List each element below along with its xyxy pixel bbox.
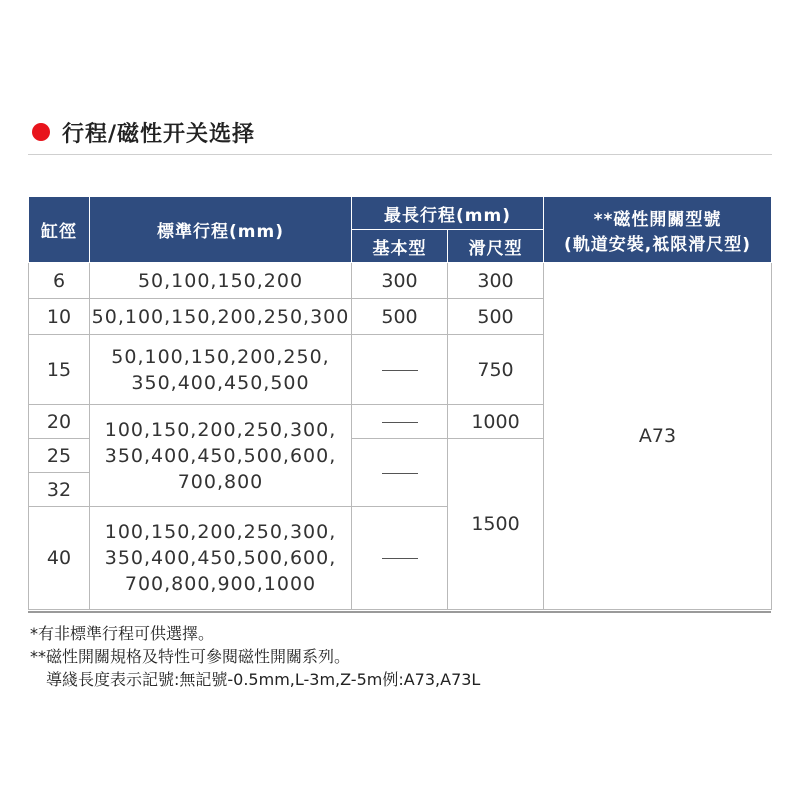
- stroke-switch-table: [28, 196, 772, 610]
- footnote: 導綫長度表示記號:無記號-0.5mm,L-3m,Z-5m例:A73,A73L: [46, 670, 481, 689]
- bore-cell: 10: [29, 299, 90, 335]
- dash-mark: [382, 558, 418, 559]
- section-title: 行程/磁性开关选择: [62, 121, 256, 147]
- basic-max-cell: [352, 405, 448, 439]
- basic-max-cell: [352, 507, 448, 610]
- header-row-1: [29, 197, 772, 230]
- bore-cell: 15: [29, 335, 90, 405]
- header-basic-type: 基本型: [352, 230, 448, 263]
- dash-mark: [382, 370, 418, 371]
- stroke-line: 50,100,150,200,250,: [111, 345, 330, 368]
- standard-stroke-cell: [90, 405, 352, 507]
- table-row: [29, 263, 772, 299]
- slide-max-cell: 300: [448, 263, 544, 299]
- stroke-line: 100,150,200,250,300,: [104, 521, 337, 543]
- stroke-line: 350,400,450,500,600,: [104, 444, 337, 467]
- header-switch-line2: (軌道安裝,袛限滑尺型): [564, 234, 751, 255]
- slide-max-cell: 1000: [448, 405, 544, 439]
- slide-max-cell: 500: [448, 299, 544, 335]
- footnote: **磁性開關規格及特性可參閱磁性開關系列。: [30, 647, 351, 666]
- slide-max-cell: 750: [448, 335, 544, 405]
- stroke-line: 100,150,200,250,300,: [104, 418, 337, 441]
- table-bottom-rule: [28, 611, 771, 613]
- dash-mark: [382, 473, 418, 474]
- header-switch-line1: **磁性開關型號: [593, 209, 722, 230]
- stroke-line: 50,100,150,200: [137, 269, 304, 292]
- footnote: *有非標準行程可供選擇。: [30, 624, 215, 643]
- basic-max-cell: 300: [352, 263, 448, 299]
- slide-max-cell: 1500: [448, 439, 544, 610]
- bore-cell: 20: [29, 405, 90, 439]
- bore-cell: 6: [29, 263, 90, 299]
- header-standard-stroke: 標準行程(mm): [90, 197, 352, 263]
- divider: [28, 154, 772, 155]
- dash-mark: [382, 422, 418, 423]
- stroke-line: 700,800,900,1000: [124, 573, 317, 595]
- header-slide-type: 滑尺型: [448, 230, 544, 263]
- stroke-line: 50,100,150,200,250,300: [91, 305, 350, 328]
- switch-model-cell: A73: [544, 263, 772, 610]
- basic-max-cell: [352, 439, 448, 507]
- standard-stroke-cell: [90, 507, 352, 610]
- header-bore: 缸徑: [29, 197, 90, 263]
- standard-stroke-cell: [90, 335, 352, 405]
- red-bullet-icon: [32, 123, 50, 141]
- section-heading: [32, 114, 255, 150]
- standard-stroke-cell: [90, 299, 352, 335]
- standard-stroke-cell: [90, 263, 352, 299]
- stroke-line: 350,400,450,500: [131, 371, 310, 394]
- header-switch-model: [544, 197, 772, 263]
- basic-max-cell: [352, 335, 448, 405]
- stroke-line: 350,400,450,500,600,: [104, 547, 337, 569]
- bore-cell: 25: [29, 439, 90, 473]
- bore-cell: 32: [29, 473, 90, 507]
- basic-max-cell: 500: [352, 299, 448, 335]
- header-max-stroke: 最長行程(mm): [352, 197, 544, 230]
- bore-cell: 40: [29, 507, 90, 610]
- stroke-line: 700,800: [177, 470, 264, 493]
- footnotes: [30, 622, 480, 691]
